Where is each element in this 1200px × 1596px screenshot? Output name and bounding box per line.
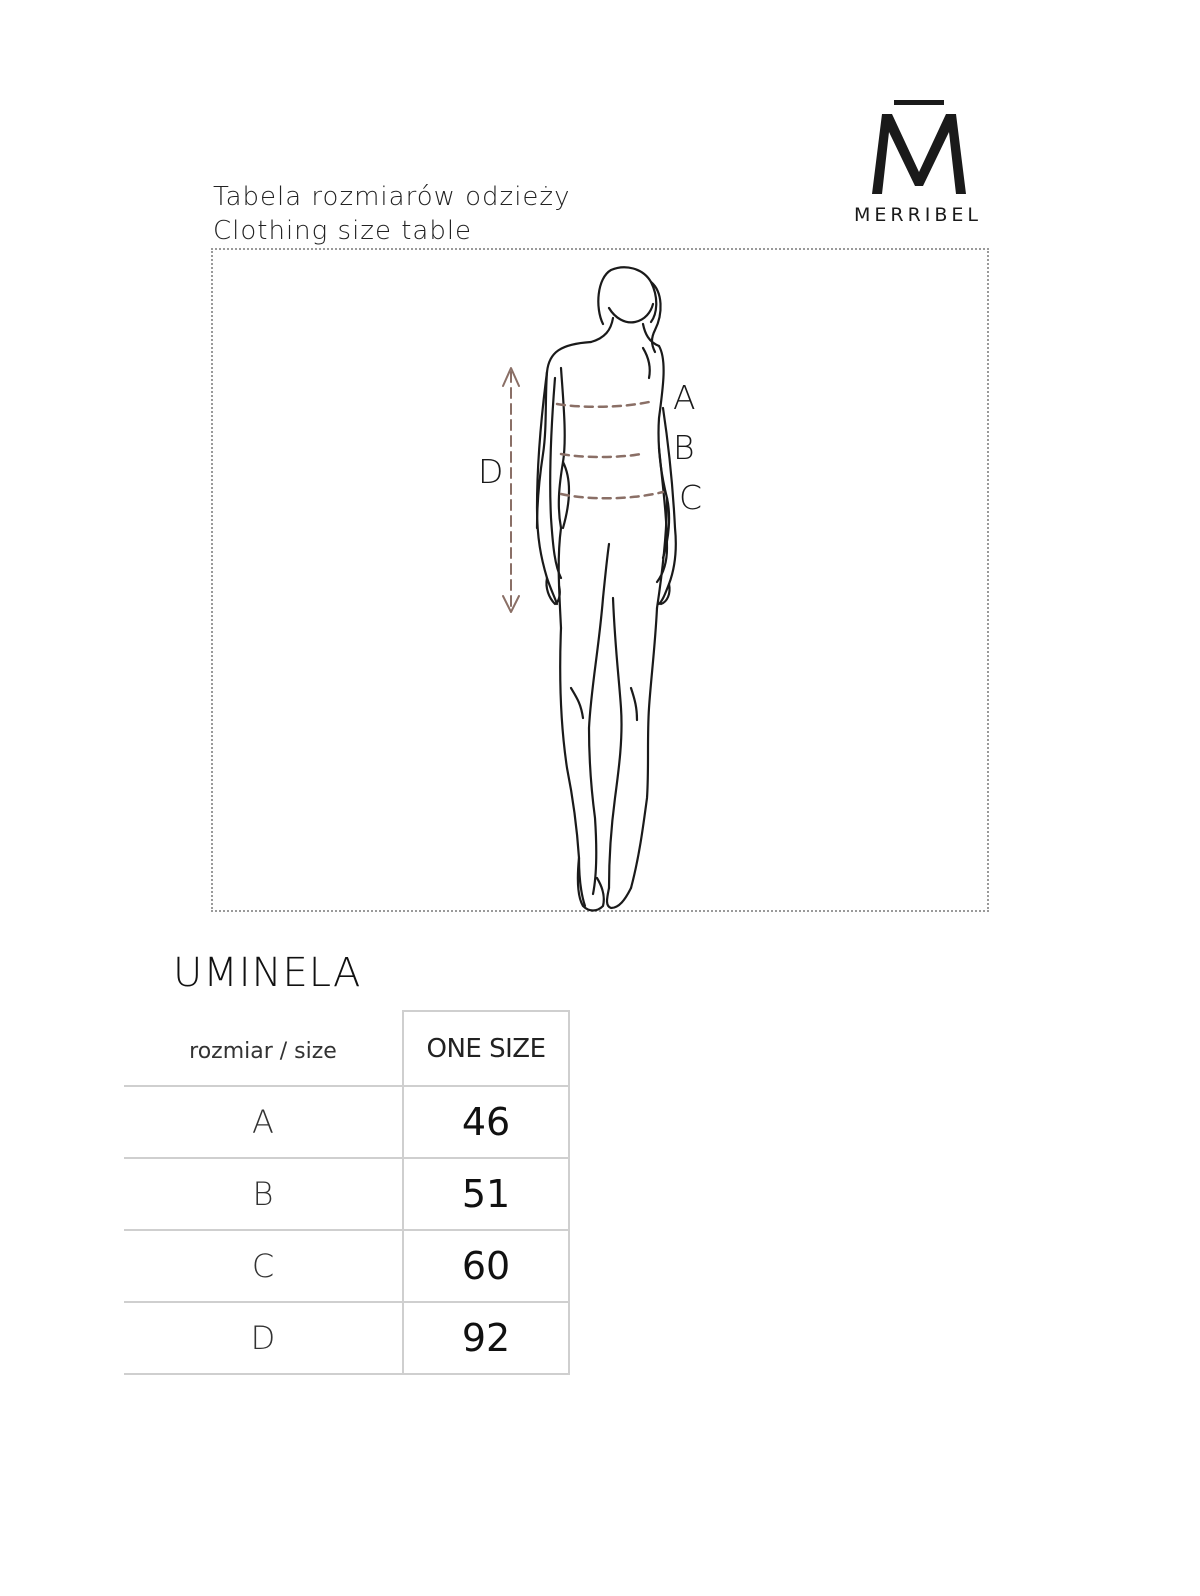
page-title	[213, 180, 570, 248]
table-row	[124, 1086, 569, 1158]
marker-b: B	[673, 428, 695, 467]
header-one-size: ONE SIZE	[403, 1011, 569, 1086]
table-header-row	[124, 1011, 569, 1086]
marker-d: D	[478, 452, 504, 491]
header-size-label: rozmiar / size	[124, 1011, 403, 1086]
table-row	[124, 1158, 569, 1230]
product-name: UMINELA	[173, 950, 362, 996]
table-row	[124, 1302, 569, 1374]
table-row	[124, 1230, 569, 1302]
marker-a: A	[673, 378, 696, 417]
body-figure	[211, 248, 989, 912]
row-value: 46	[403, 1086, 569, 1158]
logo-m-mark	[872, 114, 966, 196]
marker-c: C	[679, 478, 703, 517]
row-label: D	[124, 1302, 403, 1374]
brand-logo	[842, 96, 994, 232]
row-label: B	[124, 1158, 403, 1230]
size-table	[124, 1010, 570, 1375]
row-value: 92	[403, 1302, 569, 1374]
title-english: Clothing size table	[213, 216, 473, 246]
brand-name: MERRIBEL	[853, 204, 983, 226]
logo-bar	[894, 100, 944, 105]
row-label: C	[124, 1230, 403, 1302]
row-value: 60	[403, 1230, 569, 1302]
title-polish: Tabela rozmiarów odzieży	[213, 182, 571, 212]
row-label: A	[124, 1086, 403, 1158]
row-value: 51	[403, 1158, 569, 1230]
